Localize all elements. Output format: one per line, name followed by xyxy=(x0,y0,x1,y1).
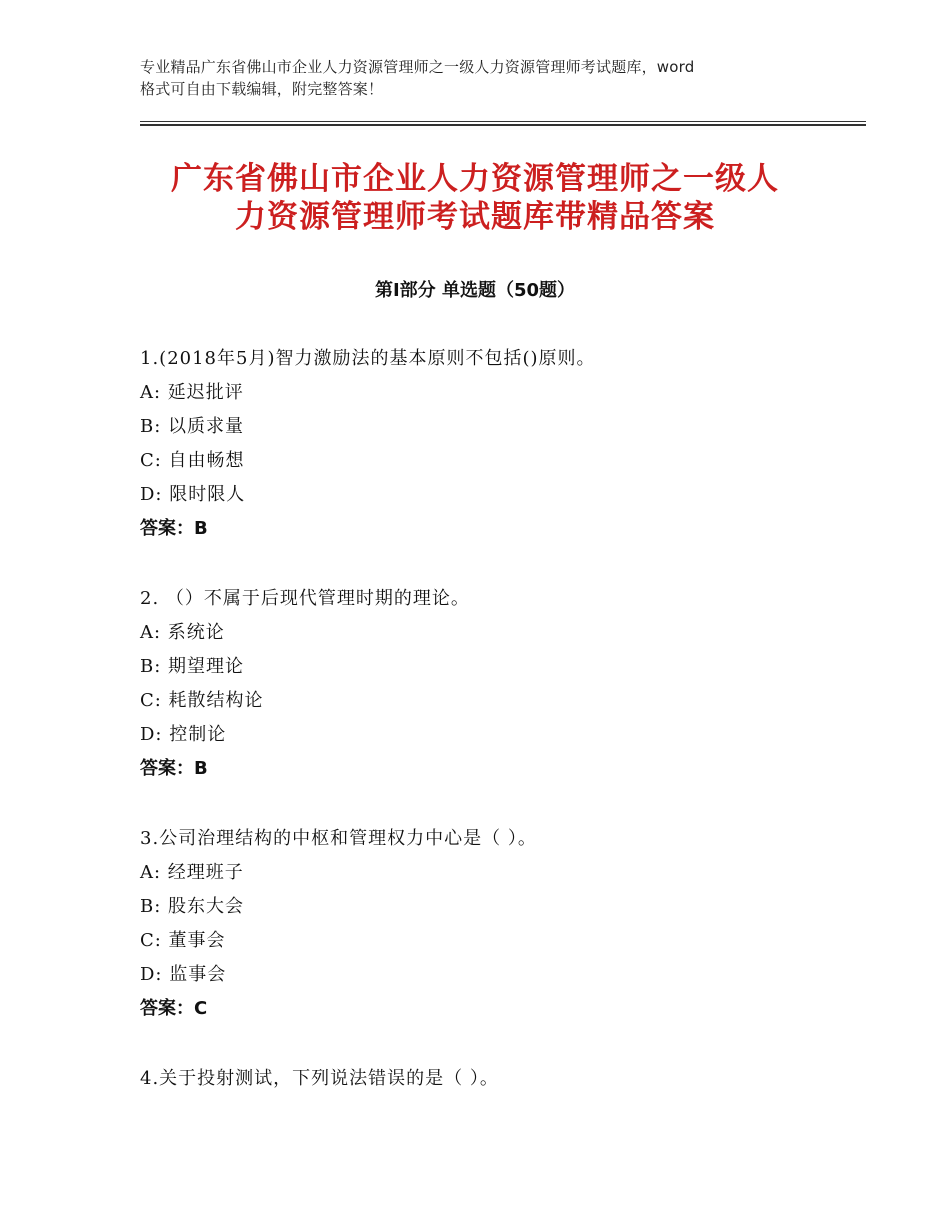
option-d: D: 监事会 xyxy=(140,964,227,985)
document-title-line-1: 广东省佛山市企业人力资源管理师之一级人 xyxy=(171,161,779,197)
option-c: C: 董事会 xyxy=(140,930,226,951)
answer: 答案：C xyxy=(140,998,208,1019)
header-note xyxy=(140,56,830,100)
option-c: C: 自由畅想 xyxy=(140,450,245,471)
answer: 答案：B xyxy=(140,758,208,779)
question-4 xyxy=(140,1062,860,1096)
document-title-line-2: 力资源管理师考试题库带精品答案 xyxy=(235,199,715,235)
header-note-line-1: 专业精品广东省佛山市企业人力资源管理师之一级人力资源管理师考试题库，word xyxy=(140,58,695,76)
header-divider xyxy=(140,121,866,126)
option-a: A: 系统论 xyxy=(140,622,225,643)
question-1 xyxy=(140,342,860,546)
option-b: B: 以质求量 xyxy=(140,416,245,437)
question-2 xyxy=(140,582,860,786)
section-heading: 第Ⅰ部分 单选题（50题） xyxy=(374,280,575,301)
question-stem: 1.(2018年5月)智力激励法的基本原则不包括()原则。 xyxy=(140,348,596,369)
option-a: A: 延迟批评 xyxy=(140,382,244,403)
question-stem: 3.公司治理结构的中枢和管理权力中心是（ ）。 xyxy=(140,828,537,849)
option-d: D: 控制论 xyxy=(140,724,227,745)
answer: 答案：B xyxy=(140,518,208,539)
question-list xyxy=(140,342,860,1132)
option-a: A: 经理班子 xyxy=(140,862,244,883)
option-b: B: 期望理论 xyxy=(140,656,245,677)
question-stem: 4.关于投射测试，下列说法错误的是（ ）。 xyxy=(140,1068,499,1089)
header-note-line-2: 格式可自由下载编辑，附完整答案！ xyxy=(140,80,384,98)
document-title xyxy=(0,160,950,236)
option-b: B: 股东大会 xyxy=(140,896,245,917)
option-d: D: 限时限人 xyxy=(140,484,246,505)
question-3 xyxy=(140,822,860,1026)
option-c: C: 耗散结构论 xyxy=(140,690,264,711)
question-stem: 2. （）不属于后现代管理时期的理论。 xyxy=(140,588,470,609)
